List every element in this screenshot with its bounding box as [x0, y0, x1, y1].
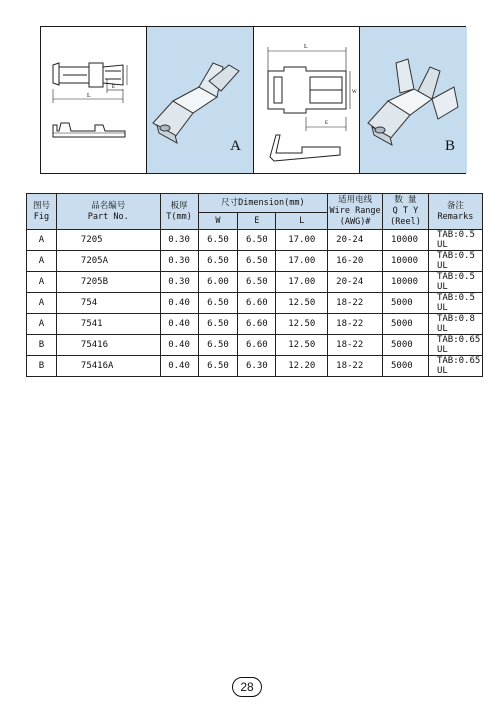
- cell-qty: 5000: [383, 356, 429, 377]
- table-row: [27, 314, 483, 335]
- cell-wire-range: 16-20: [328, 251, 383, 272]
- cell-l: 12.50: [276, 314, 328, 335]
- cell-remarks: TAB:0.5 UL: [428, 272, 482, 293]
- cell-qty: 10000: [383, 272, 429, 293]
- dim-w-label-b: W: [352, 90, 357, 95]
- cell-remarks: TAB:0.8 UL: [428, 314, 482, 335]
- cell-e: 6.30: [238, 356, 276, 377]
- header-fig-cn: 图号: [32, 200, 50, 211]
- cell-thickness: 0.30: [160, 272, 198, 293]
- cell-fig: A: [27, 314, 57, 335]
- cell-remarks: TAB:0.65 UL: [428, 356, 482, 377]
- dim-e-label: E: [112, 85, 116, 90]
- cell-qty: 5000: [383, 335, 429, 356]
- cell-w: 6.50: [198, 335, 238, 356]
- header-qty-en: Q T Y: [392, 206, 419, 216]
- cell-e: 6.60: [238, 293, 276, 314]
- cell-part-no: 7205A: [56, 251, 160, 272]
- header-partno-en: Part No.: [87, 211, 129, 222]
- table-row: [27, 293, 483, 314]
- figure-a-label: A: [230, 138, 241, 154]
- cell-part-no: 75416: [56, 335, 160, 356]
- cell-fig: B: [27, 356, 57, 377]
- cell-l: 17.00: [276, 272, 328, 293]
- cell-remarks: TAB:0.5 UL: [428, 293, 482, 314]
- header-partno-cn: 品名编号: [91, 200, 126, 211]
- figure-b-label: B: [444, 138, 455, 154]
- dim-l-label-b: L: [304, 44, 308, 50]
- drawing-a: [41, 27, 147, 173]
- cell-w: 6.50: [198, 251, 238, 272]
- spec-table: [26, 193, 483, 377]
- header-partno: [56, 194, 160, 230]
- header-qty: [383, 194, 429, 230]
- page-number: 28: [232, 677, 262, 697]
- header-wire-unit: (AWG)#: [339, 217, 371, 227]
- header-w: W: [198, 213, 238, 230]
- cell-thickness: 0.40: [160, 356, 198, 377]
- header-qty-unit: (Reel): [390, 217, 421, 227]
- cell-fig: A: [27, 230, 57, 251]
- header-thickness: [160, 194, 198, 230]
- photo-b: [360, 27, 467, 173]
- cell-l: 17.00: [276, 230, 328, 251]
- cell-fig: A: [27, 272, 57, 293]
- cell-part-no: 754: [56, 293, 160, 314]
- header-remarks-cn: 备注: [446, 200, 464, 211]
- header-fig: [27, 194, 57, 230]
- cell-remarks: TAB:0.65 UL: [428, 335, 482, 356]
- cell-wire-range: 18-22: [328, 314, 383, 335]
- header-remarks-en: Remarks: [437, 211, 474, 222]
- cell-e: 6.50: [238, 251, 276, 272]
- cell-w: 6.50: [198, 314, 238, 335]
- header-qty-cn: 数 量: [394, 195, 417, 205]
- cell-part-no: 7205B: [56, 272, 160, 293]
- cell-w: 6.50: [198, 230, 238, 251]
- cell-fig: A: [27, 293, 57, 314]
- cell-qty: 5000: [383, 314, 429, 335]
- cell-fig: B: [27, 335, 57, 356]
- table-row: [27, 230, 483, 251]
- cell-qty: 5000: [383, 293, 429, 314]
- header-thick-en: T(mm): [166, 211, 192, 222]
- cell-thickness: 0.40: [160, 293, 198, 314]
- header-wire-en: Wire Range: [329, 206, 381, 216]
- cell-l: 12.20: [276, 356, 328, 377]
- cell-part-no: 7541: [56, 314, 160, 335]
- cell-l: 17.00: [276, 251, 328, 272]
- table-row: [27, 272, 483, 293]
- header-remarks: [428, 194, 482, 230]
- cell-wire-range: 18-22: [328, 335, 383, 356]
- table-row: [27, 356, 483, 377]
- spec-table-body: [27, 230, 483, 377]
- cell-qty: 10000: [383, 230, 429, 251]
- drawing-b: [254, 27, 360, 173]
- header-wire: [328, 194, 383, 230]
- cell-thickness: 0.30: [160, 230, 198, 251]
- photo-a: [147, 27, 254, 173]
- cell-wire-range: 18-22: [328, 293, 383, 314]
- cell-part-no: 75416A: [56, 356, 160, 377]
- cell-l: 12.50: [276, 335, 328, 356]
- cell-thickness: 0.40: [160, 314, 198, 335]
- dim-e-label-b: E: [325, 121, 329, 126]
- cell-thickness: 0.40: [160, 335, 198, 356]
- cell-w: 6.50: [198, 293, 238, 314]
- cell-wire-range: 20-24: [328, 230, 383, 251]
- figure-strip: [40, 26, 466, 174]
- cell-remarks: TAB:0.5 UL: [428, 230, 482, 251]
- cell-fig: A: [27, 251, 57, 272]
- dim-l-label: L: [87, 93, 91, 99]
- cell-w: 6.00: [198, 272, 238, 293]
- cell-e: 6.50: [238, 272, 276, 293]
- drawing-a-svg: [41, 27, 147, 173]
- cell-e: 6.50: [238, 230, 276, 251]
- cell-thickness: 0.30: [160, 251, 198, 272]
- header-e: E: [238, 213, 276, 230]
- cell-l: 12.50: [276, 293, 328, 314]
- header-dimension: 尺寸Dimension(mm): [198, 194, 328, 213]
- table-row: [27, 251, 483, 272]
- cell-part-no: 7205: [56, 230, 160, 251]
- cell-qty: 10000: [383, 251, 429, 272]
- drawing-b-svg: [254, 27, 360, 173]
- header-thick-cn: 板厚: [170, 200, 188, 211]
- header-fig-en: Fig: [33, 211, 50, 222]
- cell-w: 6.50: [198, 356, 238, 377]
- cell-wire-range: 20-24: [328, 272, 383, 293]
- cell-e: 6.60: [238, 335, 276, 356]
- cell-e: 6.60: [238, 314, 276, 335]
- cell-remarks: TAB:0.5 UL: [428, 251, 482, 272]
- header-l: L: [276, 213, 328, 230]
- header-wire-cn: 适用电线: [338, 195, 373, 205]
- table-row: [27, 335, 483, 356]
- cell-wire-range: 18-22: [328, 356, 383, 377]
